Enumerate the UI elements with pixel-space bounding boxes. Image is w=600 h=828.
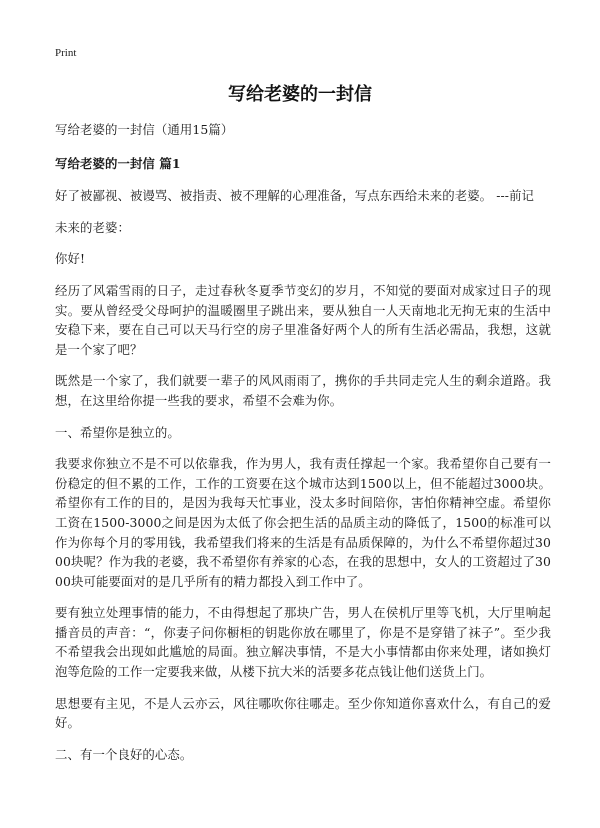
paragraph: 好了被鄙视、被谩骂、被指责、被不理解的心理准备，写点东西给未来的老婆。 ---前记 bbox=[55, 188, 535, 204]
section-heading: 写给老婆的一封信 篇1 bbox=[55, 155, 181, 171]
document-subtitle: 写给老婆的一封信（通用15篇） bbox=[55, 122, 234, 137]
paragraph: 思想要有主见，不是人云亦云，风往哪吹你往哪走。至少你知道你喜欢什么，有自己的爱好。 bbox=[55, 695, 551, 731]
list-heading: 二、有一个良好的心态。 bbox=[55, 746, 193, 762]
page-title: 写给老婆的一封信 bbox=[228, 84, 372, 105]
salutation: 未来的老婆： bbox=[55, 219, 130, 235]
print-link[interactable]: Print bbox=[55, 47, 77, 59]
greeting: 你好! bbox=[55, 251, 86, 267]
document-body bbox=[55, 120, 551, 764]
paragraph: 我要求你独立不是不可以依靠我，作为男人，我有责任撑起一个家。我希望你自己要有一份稳定的但不累的工作，工作的工资要在这个城市达到1500以上，但不能超过3000块。希望你有工作的目的，是因为我每天忙事业，没太多时间陪你，害怕你精神空虚。希望你工资在1500-3000之间是因为太低了你会把生活的品质主动的降低了，1500的标准可以作为你每个月的零用钱，我希望我们将来的生活是有品质保障的，为什么不希望你超过3000块呢？作为我的老婆，我不希望你有养家的心态，在我的思想中，女人的工资超过了3000块可能要面对的是几乎所有的精力都投入到工作中了。 bbox=[55, 456, 551, 589]
list-heading: 一、希望你是独立的。 bbox=[55, 424, 180, 440]
paragraph: 既然是一个家了，我们就要一辈子的风风雨雨了，携你的手共同走完人生的剩余道路。我想，在这里给你提一些我的要求，希望不会难为你。 bbox=[55, 373, 551, 408]
paragraph: 经历了风霜雪雨的日子，走过春秋冬夏季节变幻的岁月，不知觉的要面对成家过日子的现实。要从曾经受父母呵护的温暖圈里子跳出来，要从独自一人天南地北无拘无束的生活中安稳下来，要在自己可以天马行空的房子里准备好两个人的所有生活必需品，我想，这就是一个家了吧？ bbox=[55, 282, 551, 357]
paragraph: 要有独立处理事情的能力，不由得想起了那块广告，男人在侯机厅里等飞机，大厅里响起播音员的声音：“，你妻子问你橱柜的钥匙你放在哪里了，你是不是穿错了袜子”。至少我不希望我会出现如此尴尬的局面。独立解决事情，不是大小事情都由你来处理，诸如换灯泡等危险的工作一定要我来做，从楼下抗大米的活要多花点钱让他们送货上门。 bbox=[55, 605, 551, 680]
